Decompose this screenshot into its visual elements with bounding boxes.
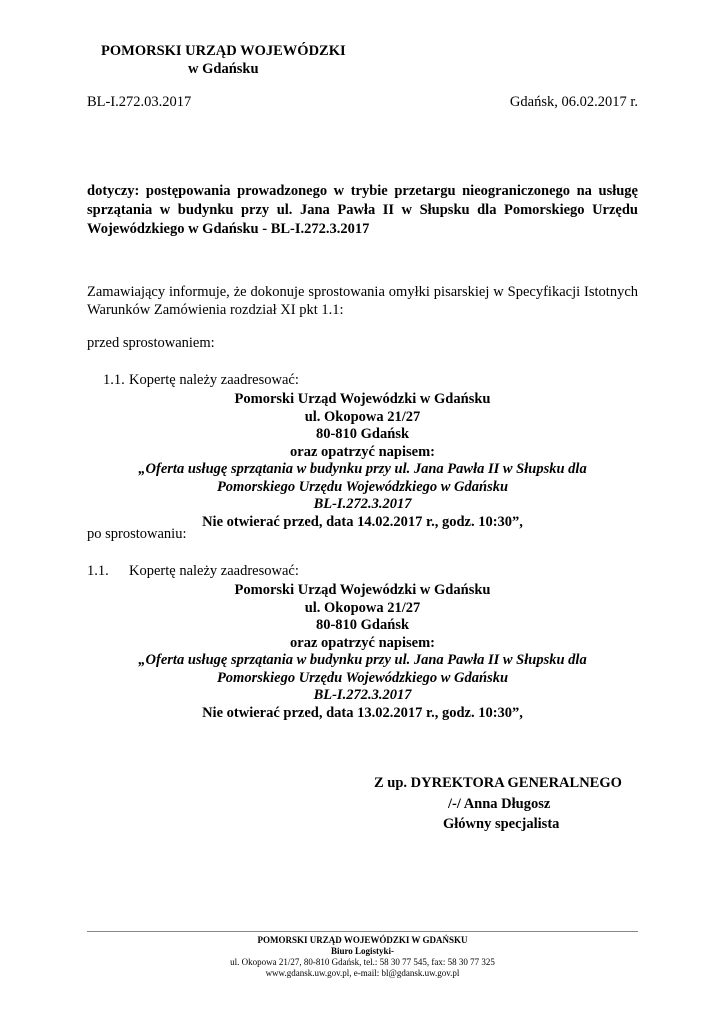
- after-address-block: [87, 582, 638, 722]
- footer-contact: www.gdansk.uw.gov.pl, e-mail: bl@gdansk.uw.gov.pl: [265, 968, 460, 978]
- intro-paragraph: Zamawiający informuje, że dokonuje sprostowania omyłki pisarskiej w Specyfikacji Istotnych Warunków Zamówienia rozdział XI pkt 1.1:: [87, 284, 638, 318]
- before-address-line2: ul. Okopowa 21/27: [304, 408, 421, 425]
- after-address-line4: oraz opatrzyć napisem:: [290, 634, 435, 651]
- after-item: [87, 563, 299, 580]
- office-city: w Gdańsku: [188, 61, 259, 77]
- before-address-line1: Pomorski Urząd Wojewódzki w Gdańsku: [234, 391, 491, 407]
- before-address-line4: oraz opatrzyć napisem:: [290, 443, 435, 460]
- after-address-line8: Nie otwierać przed, data 13.02.2017 r., godz. 10:30”,: [202, 704, 523, 721]
- before-item-number: 1.1.: [103, 372, 125, 388]
- footer-office: POMORSKI URZĄD WOJEWÓDZKI W GDAŃSKU: [257, 935, 468, 945]
- before-address-line6: Pomorskiego Urzędu Wojewódzkiego w Gdańsku: [216, 478, 509, 495]
- after-label: po sprostowaniu:: [87, 526, 187, 542]
- before-item: [103, 372, 299, 389]
- before-address-block: [87, 391, 638, 531]
- before-address-line3: 80-810 Gdańsk: [315, 426, 410, 442]
- after-address-line3: 80-810 Gdańsk: [315, 617, 410, 633]
- footer: [87, 935, 638, 979]
- before-address-line7: BL-I.272.3.2017: [313, 496, 412, 512]
- footer-department: Biuro Logistyki-: [330, 946, 395, 956]
- after-address-line2: ul. Okopowa 21/27: [304, 599, 421, 616]
- before-item-text: Kopertę należy zaadresować:: [129, 372, 299, 388]
- before-address-line5: „Oferta usługę sprzątania w budynku przy ul. Jana Pawła II w Słupsku dla: [138, 461, 587, 477]
- before-label: przed sprostowaniem:: [87, 335, 215, 351]
- place-date: Gdańsk, 06.02.2017 r.: [509, 94, 638, 110]
- reference-number: BL-I.272.03.2017: [87, 94, 192, 110]
- signature-position: Główny specjalista: [443, 816, 560, 832]
- after-address-line5: „Oferta usługę sprzątania w budynku przy ul. Jana Pawła II w Słupsku dla: [138, 652, 587, 668]
- footer-divider: [87, 931, 638, 932]
- after-address-line6: Pomorskiego Urzędu Wojewódzkiego w Gdańsku: [216, 669, 509, 686]
- after-address-line7: BL-I.272.3.2017: [313, 687, 412, 703]
- footer-address: ul. Okopowa 21/27, 80-810 Gdańsk, tel.: 58 30 77 545, fax: 58 30 77 325: [230, 957, 495, 967]
- after-item-number: 1.1.: [87, 563, 109, 579]
- office-name: POMORSKI URZĄD WOJEWÓDZKI: [101, 43, 346, 59]
- after-address-line1: Pomorski Urząd Wojewódzki w Gdańsku: [234, 582, 491, 598]
- signature-name: /-/ Anna Długosz: [448, 796, 551, 812]
- subject: dotyczy: postępowania prowadzonego w trybie przetargu nieograniczonego na usługę sprzątania w budynku przy ul. Jana Pawła II w Słupsku dla Pomorskiego Urzędu Wojewódzkiego w Gdańsku - BL-I.272.3.2017: [87, 183, 638, 237]
- signature-authority: Z up. DYREKTORA GENERALNEGO: [374, 775, 622, 791]
- after-item-text: Kopertę należy zaadresować:: [129, 563, 299, 579]
- before-address-line8: Nie otwierać przed, data 14.02.2017 r., godz. 10:30”,: [202, 513, 523, 530]
